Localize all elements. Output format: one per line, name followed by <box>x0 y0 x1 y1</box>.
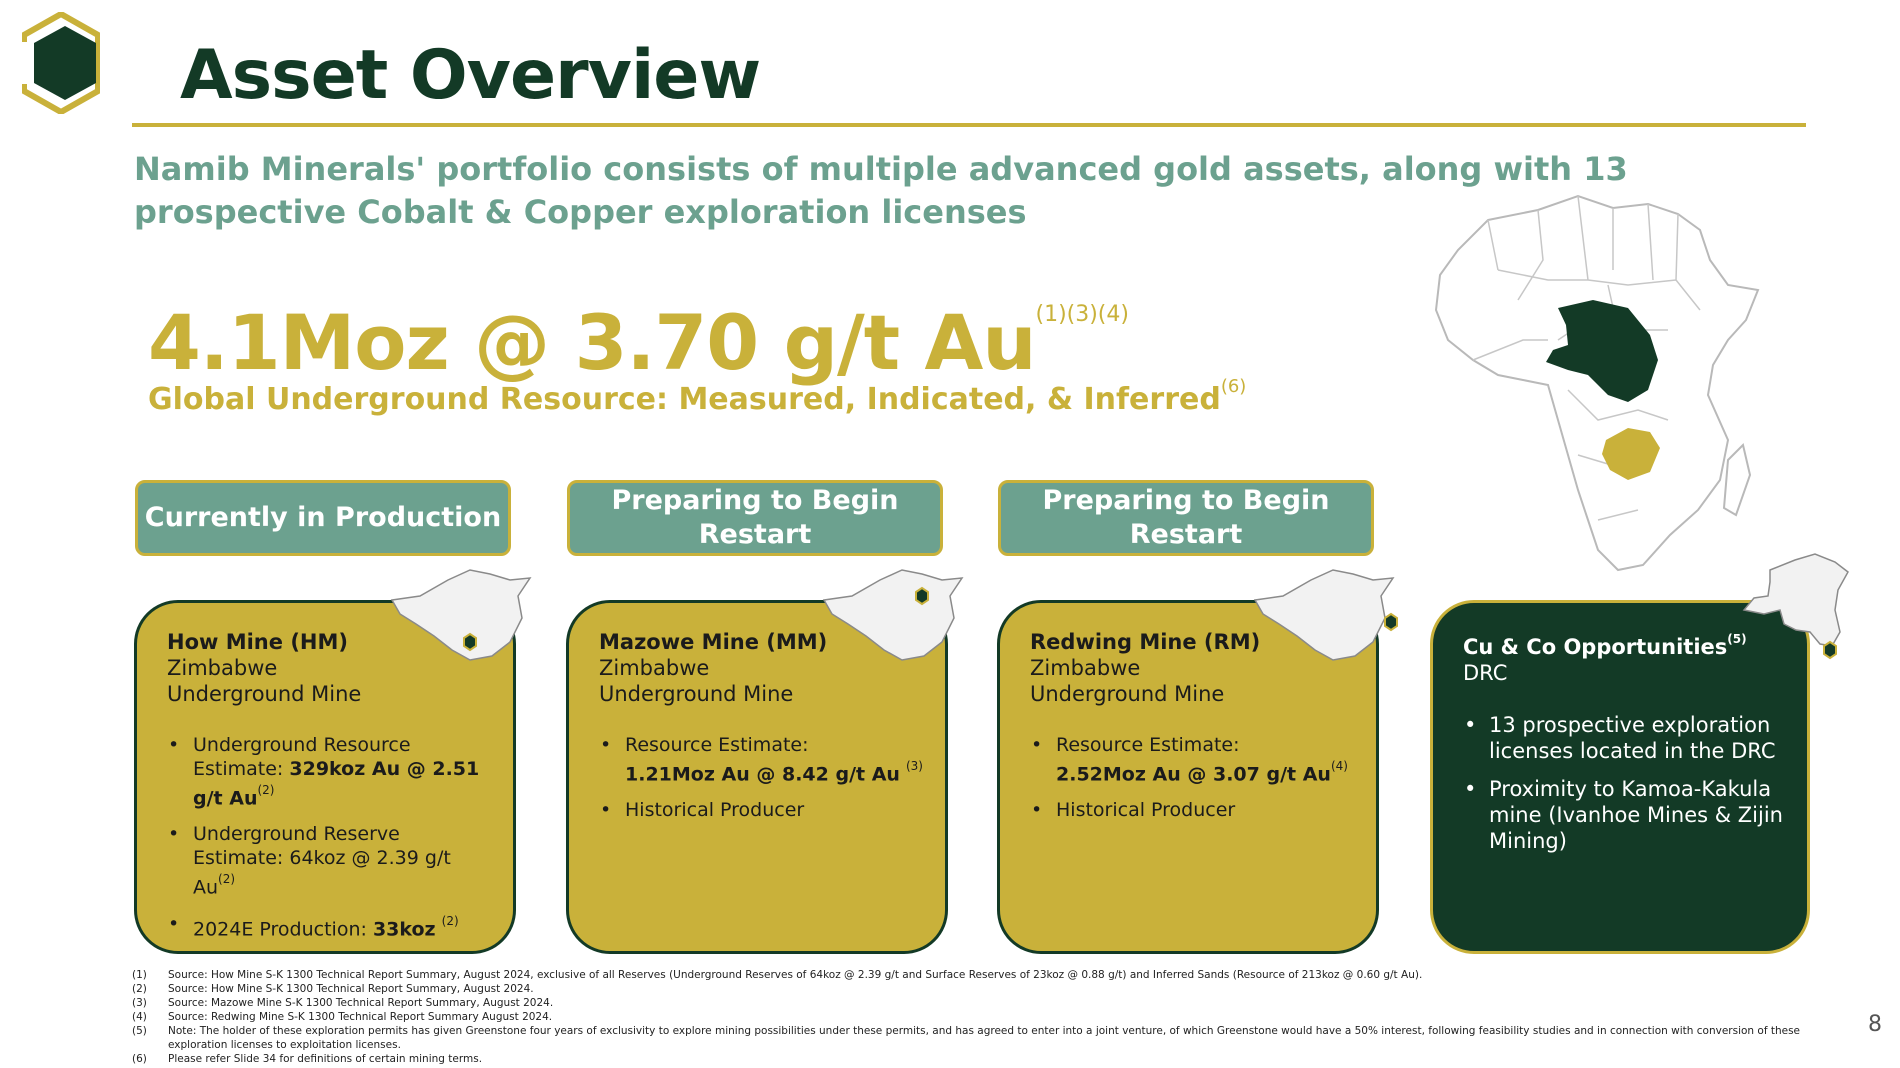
status-tag-mazowe-mine: Preparing to Begin Restart <box>567 480 943 556</box>
footnote: (1) Source: How Mine S-K 1300 Technical Report Summary, August 2024, exclusive of all Reserves (Underground Reserves of 64koz @ 2.39 g/t and Surface Reserves of 23koz @ 0.88 g/t) and Inferred Sands (Resource of 213koz @ 0.60 g/t Au). <box>132 969 1423 981</box>
asset-country: Zimbabwe <box>167 656 278 680</box>
footnote: (6) Please refer Slide 34 for definitions of certain mining terms. <box>132 1053 483 1065</box>
asset-type: Underground Mine <box>167 682 362 706</box>
resource-value-refs: (1)(3)(4) <box>1035 301 1129 327</box>
page-number: 8 <box>1868 1012 1882 1037</box>
asset-country: DRC <box>1463 661 1508 685</box>
page-subtitle: Namib Minerals' portfolio consists of multiple advanced gold assets, along with 13 prospective Cobalt & Copper exploration licenses <box>134 150 1628 231</box>
africa-map-icon <box>1428 190 1768 580</box>
asset-name: Redwing Mine (RM) <box>1030 630 1261 654</box>
asset-country: Zimbabwe <box>1030 656 1141 680</box>
bullet-production: • 2024E Production: 33koz $^{(2)}$ <box>193 912 491 941</box>
asset-bullets <box>599 733 923 822</box>
company-logo <box>22 12 100 114</box>
resource-label: Global Underground Resource: Measured, Indicated, & Inferred <box>148 382 1221 417</box>
footnote: (5) Note: The holder of these exploration permits has given Greenstone four years of exclusivity to explore mining possibilities under these permits, and has agreed to enter into a joint venture, of which Greenstone would have a 50% interest, following feasibility studies and in connection with conversion of these exploration licenses to exploitation licenses. <box>132 1025 1801 1051</box>
asset-name: How Mine (HM) <box>167 630 348 654</box>
asset-name: Cu & Co Opportunities$^{(5)}$ <box>1463 632 1747 659</box>
resource-value: 4.1Moz @ 3.70 g/t Au <box>148 298 1036 387</box>
asset-bullets <box>167 733 491 941</box>
resource-headline <box>148 298 1129 387</box>
bullet-resource-estimate: • Underground Resource Estimate: 329koz Au @ 2.51 g/t Au$^{(2)}$ <box>193 733 491 810</box>
page-title: Asset Overview <box>180 36 761 115</box>
zimbabwe-map-icon <box>1253 566 1398 666</box>
bullet-reserve-estimate: • Underground Reserve Estimate: 64koz @ 2.39 g/t Au$^{(2)}$ <box>193 822 491 899</box>
asset-name: Mazowe Mine (MM) <box>599 630 828 654</box>
bullet-historical-producer: • Historical Producer <box>625 798 923 822</box>
bullet-kamoa-kakula-proximity: • Proximity to Kamoa-Kakula mine (Ivanhoe Mines & Zijin Mining) <box>1489 776 1785 854</box>
zimbabwe-map-icon <box>390 566 535 666</box>
drc-map-icon <box>1740 550 1850 670</box>
footnotes <box>132 968 1812 1066</box>
resource-label-wrap <box>148 376 1247 417</box>
asset-type: Underground Mine <box>599 682 794 706</box>
footnote: (4) Source: Redwing Mine S-K 1300 Technical Report Summary August 2024. <box>132 1011 553 1023</box>
bullet-historical-producer: • Historical Producer <box>1056 798 1354 822</box>
status-tag-how-mine: Currently in Production <box>135 480 511 556</box>
asset-bullets <box>1463 712 1785 854</box>
bullet-exploration-licenses: • 13 prospective exploration licenses located in the DRC <box>1489 712 1785 764</box>
status-tag-redwing-mine: Preparing to Begin Restart <box>998 480 1374 556</box>
bullet-resource-estimate: • Resource Estimate: 1.21Moz Au @ 8.42 g/t Au $^{(3)}$ <box>625 733 923 786</box>
bullet-resource-estimate: • Resource Estimate: 2.52Moz Au @ 3.07 g/t Au$^{(4)}$ <box>1056 733 1354 786</box>
footnote: (2) Source: How Mine S-K 1300 Technical Report Summary, August 2024. <box>132 983 534 995</box>
asset-country: Zimbabwe <box>599 656 710 680</box>
resource-label-ref: (6) <box>1220 376 1247 397</box>
title-divider <box>132 123 1806 127</box>
zimbabwe-map-icon <box>822 566 967 666</box>
asset-bullets <box>1030 733 1354 822</box>
asset-type: Underground Mine <box>1030 682 1225 706</box>
footnote: (3) Source: Mazowe Mine S-K 1300 Technical Report Summary, August 2024. <box>132 997 554 1009</box>
